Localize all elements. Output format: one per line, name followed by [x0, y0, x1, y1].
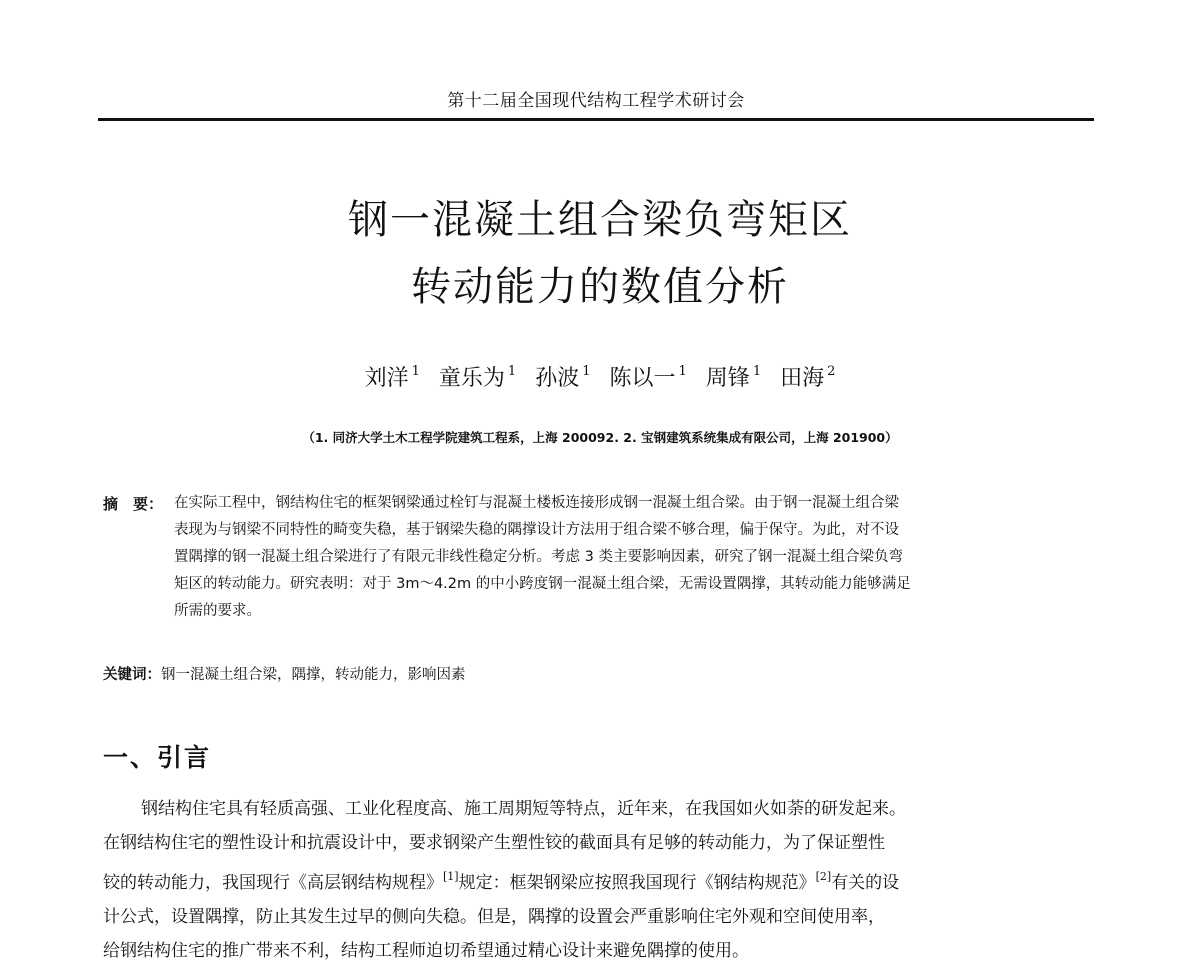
- section-heading: 一、引言: [103, 743, 212, 772]
- citation-ref: [2]: [815, 870, 832, 883]
- author-list: [0, 361, 1200, 392]
- body-line: 给钢结构住宅的推广带来不利，结构工程师迫切希望通过精心设计来避免隅撑的使用。: [103, 941, 749, 961]
- running-head: 第十二届全国现代结构工程学术研讨会: [447, 91, 745, 111]
- body-line: 铰的转动能力，我国现行《高层钢结构规程》[1]规定：框架钢梁应按照我国现行《钢结构规范》[2]有关的设: [103, 870, 900, 893]
- affiliations: （1. 同济大学土木工程学院建筑工程系，上海 200092. 2. 宝钢建筑系统集成有限公司，上海 201900）: [302, 430, 898, 445]
- keywords-text: 钢一混凝土组合梁，隅撑，转动能力，影响因素: [161, 667, 466, 683]
- author: 陈以一 $^1$: [609, 364, 687, 391]
- abstract-label: 摘 要：: [103, 495, 164, 513]
- abstract-line: 表现为与钢梁不同特性的畸变失稳，基于钢梁失稳的隅撑设计方法用于组合梁不够合理，偏于保守。为此，对不设: [174, 522, 899, 538]
- body-line: 计公式，设置隅撑，防止其发生过早的侧向失稳。但是，隅撑的设置会严重影响住宅外观和空间使用率，: [103, 907, 885, 927]
- author: 孙波 $^1$: [535, 364, 591, 391]
- abstract-line: 置隅撑的钢一混凝土组合梁进行了有限元非线性稳定分析。考虑 3 类主要影响因素，研究了钢一混凝土组合梁负弯: [174, 549, 903, 565]
- abstract-text: [174, 490, 1094, 625]
- author: 童乐为 $^1$: [438, 364, 517, 391]
- body-line: 钢结构住宅具有轻质高强、工业化程度高、施工周期短等特点，近年来，在我国如火如荼的研发起来。: [141, 799, 906, 819]
- abstract-line: 所需的要求。: [174, 603, 261, 619]
- body-line: 在钢结构住宅的塑性设计和抗震设计中，要求钢梁产生塑性铰的截面具有足够的转动能力，为了保证塑性: [103, 833, 885, 853]
- abstract-line: 在实际工程中，钢结构住宅的框架钢梁通过栓钉与混凝土楼板连接形成钢一混凝土组合梁。由于钢一混凝土组合梁: [174, 495, 899, 511]
- header-rule: [98, 118, 1094, 121]
- keywords-label: 关键词：: [103, 667, 161, 683]
- author: 田海 $^2$: [780, 364, 836, 391]
- abstract-line: 矩区的转动能力。研究表明：对于 3m～4.2m 的中小跨度钢一混凝土组合梁，无需设置隅撑，其转动能力能够满足: [174, 576, 911, 592]
- paper-title-line-1: 钢一混凝土组合梁负弯矩区: [348, 197, 852, 243]
- citation-ref: [1]: [443, 870, 459, 883]
- author: 刘洋 $^1$: [364, 364, 420, 391]
- keywords: [103, 663, 1093, 684]
- body-text: [103, 792, 1093, 968]
- author: 周锋 $^1$: [705, 364, 762, 391]
- paper-title-line-2: 转动能力的数值分析: [411, 264, 789, 310]
